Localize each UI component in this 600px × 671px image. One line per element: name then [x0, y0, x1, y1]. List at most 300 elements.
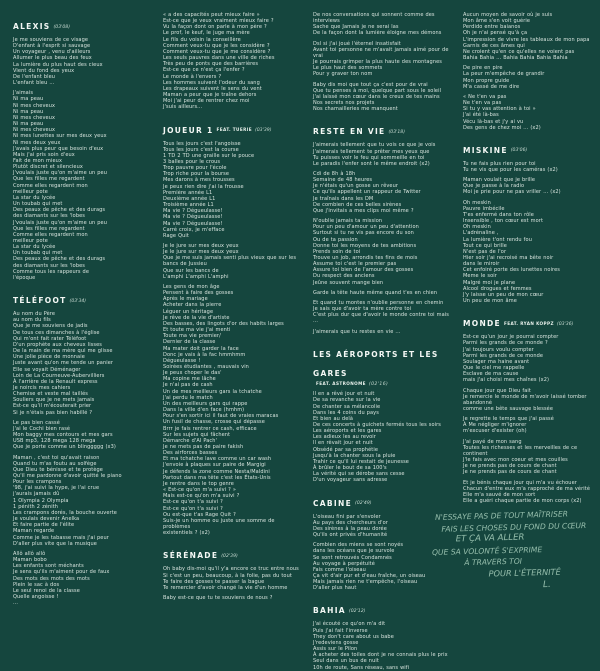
lyrics-line: Mon propre guide: [463, 77, 510, 84]
lyrics-line: Les hommes suivent l'odeur du sang: [163, 79, 260, 86]
lyrics-line: De tous ces dimanches à l'église: [13, 329, 100, 336]
handwritten-line: ET ÇA VA ALLER: [455, 532, 525, 544]
lyrics-line: J'ai le Cochi bien rasé: [13, 425, 71, 432]
stanza: [163, 12, 299, 111]
lyrics-line: Semaine de 48 heures: [313, 177, 373, 184]
song-title: MONDE: [463, 319, 501, 329]
song-heading: [313, 598, 449, 617]
lyrics-line: Très peu de ponts que des barrières: [163, 61, 259, 68]
lyrics-line: Obsédé par sa prophétie: [313, 446, 378, 453]
lyrics-line: Vu la façon dont on parle à mon père ?: [163, 24, 267, 31]
lyrics-line: Démarche d'Al Pach': [163, 437, 217, 444]
lyrics-line: Et bien au delà: [313, 415, 354, 422]
lyrics-line: L'amphi L'amphi L'amphi: [163, 273, 229, 280]
lyrics-line: Un des meilleurs gars qui rappe: [163, 400, 248, 407]
lyrics-line: Ma vie ? Dégueulasse!: [163, 208, 223, 215]
lyrics-line: J'ai perdu le match: [163, 394, 213, 401]
lyrics-line: À brûler le bout de sa 100's: [313, 465, 387, 472]
song-heading: [13, 288, 149, 307]
lyrics-line: Que tu penses à moi, quelque part sous le soleil: [313, 87, 442, 94]
lyrics-line: Mais jamais rien ne t'empêche, l'oiseau: [313, 579, 418, 586]
stanza: [313, 82, 449, 113]
lyrics-line: Maman , c'est toi qu'avait raison: [13, 454, 100, 461]
lyrics-line: Quelle angoisse !: [13, 593, 59, 600]
lyrics-line: Des airforces basses: [163, 450, 218, 457]
lyrics-line: Tu ne vis que pour les caméras (x2): [463, 166, 558, 173]
handwritten-line: FAIS LES CHOSES DU FOND DU CŒUR: [441, 519, 587, 533]
lyrics-line: La peur m'empêche de grandir: [463, 71, 545, 78]
lyrics-line: De combien de ces belles sirènes: [313, 201, 402, 208]
lyrics-line: Je n'étais qu'un gosse un rêveur: [313, 183, 399, 190]
song-feat-credit: FEAT. ASTRONOME: [316, 380, 366, 386]
lyrics-line: Pour y graver ton nom: [313, 71, 373, 78]
stanza: [463, 65, 599, 90]
stanza: [313, 391, 449, 483]
lyrics-line: Rage Quit: [163, 232, 189, 239]
lyrics-line: Aucun moyen de savoir où je suis: [463, 12, 553, 18]
stanza: [463, 161, 599, 173]
lyrics-line: La vérité qui se dérobe sans cesse: [313, 471, 405, 478]
lyrics-line: De la façon dont la lumière éloigne mes démons: [313, 30, 442, 37]
lyrics-line: j'aurais jamais dû: [13, 491, 60, 498]
lyrics-line: Et je bénis chaque jour qui m'a vu échouer: [463, 479, 577, 486]
lyrics-line: Je n'ai pas de cash: [163, 382, 213, 389]
lyrics-line: Après le mariage: [163, 296, 208, 303]
lyrics-line: Baby est-ce que tu te souviens de nous ?: [163, 594, 273, 601]
stanza: [463, 94, 599, 131]
lyrics-line: Dernier de la classe: [163, 339, 216, 346]
lyrics-line: C'est plus dur que d'avoir le monde contre toi mais ...: [313, 312, 449, 325]
lyrics-line: Des peaux de pêche et des durags: [13, 256, 106, 263]
lyrics-line: Ma copine me lâche: [163, 376, 216, 383]
lyrics-line: Si c'est un peu, beaucoup, à la folie, pas du tout: [163, 572, 292, 579]
lyrics-line: Et faire partie de l'élite: [13, 522, 75, 529]
lyrics-line: Des gens de chez moi ... (x2): [463, 124, 541, 131]
lyrics-line: Je défends la zone comme Nesta/Maldini: [163, 468, 270, 475]
song-duration: (03'06): [510, 148, 528, 154]
song-title: MISKINE: [463, 145, 508, 155]
lyrics-line: Ce qu'ils appellent un rappeur de Twitter: [313, 189, 421, 196]
lyrics-line: Assume toi c'est le premier pas: [313, 261, 397, 268]
lyrics-line: De nos conversations qui sonnent comme des interviews: [313, 12, 435, 25]
lyrics-line: Allumer le plus beau des feux: [13, 55, 92, 62]
song-title: JOUEUR 1: [163, 125, 214, 135]
lyrics-line: Comme elles regardent mon: [13, 182, 88, 189]
lyrics-line: meilleur pote: [13, 188, 48, 195]
lyrics-line: J'ai laissé mon cœur dans le creux de tes mains: [313, 93, 440, 100]
lyrics-line: Vécu là-bas et j'y ai vu: [463, 118, 524, 125]
lyrics-line: Une jolie pièce de monnaie: [13, 354, 85, 361]
lyrics-line: Je rêve de la vie d'artiste: [163, 314, 230, 321]
lyrics-line: Acheter dans la pierre: [163, 302, 222, 309]
lyrics-line: 1 TD 2 TD une graille sur le pouce: [163, 152, 255, 159]
lyrics-line: Toutes les richesses et les merveilles de ce continent: [463, 444, 578, 457]
stanza: [463, 480, 599, 505]
stanza: [463, 416, 599, 434]
song-heading: [163, 543, 299, 562]
lyrics-line: dans le miroir: [463, 261, 500, 268]
lyrics-line: Soulager ma haine avant: [463, 358, 530, 365]
lyrics-line: Ni mes lunettes sur mes deux yeux: [13, 133, 107, 140]
lyrics-line: Souliers que je ne mets jamais: [13, 397, 95, 404]
lyrics-line: Que les filles me regardent: [13, 225, 85, 232]
lyrics-line: Est-ce qu'on t'a suivi ?: [163, 499, 223, 506]
lyrics-line: Baby dis moi que tout ça c'est pour de vrai: [313, 81, 428, 88]
lyrics-line: Donc je vais à la fac hmmhmm: [163, 351, 246, 358]
stanza: [163, 566, 299, 591]
song-title: LES AÉROPORTS ET LES GARES: [313, 349, 439, 378]
stanza: [313, 41, 449, 78]
lyrics-line: Elle se voyait Déménager: [13, 366, 81, 373]
song-duration: (03'36): [556, 321, 574, 327]
lyrics-line: Ne t'en va pas: [463, 100, 502, 107]
lyrics-line: Les drapeaux suivent le sens du vent: [163, 85, 262, 92]
lyrics-line: Suis-je un homme ou juste une somme de problèmes: [163, 517, 275, 531]
lyrics-line: l'époque: [13, 274, 36, 281]
lyrics-line: Un voyageur , venu d'ailleurs: [13, 49, 91, 56]
lyrics-line: Mes darons à mes trousses: [163, 177, 235, 184]
lyrics-line: Avant toi personne ne m'avait jamais aimé pour de vrai: [313, 46, 449, 59]
lyrics-line: Est-ce que je veux vraiment mieux faire ?: [163, 18, 274, 25]
lyrics-line: 3 balles pour le crous: [163, 158, 221, 165]
lyrics-line: Moi je prie pour ne pas vriller ... (x2): [463, 189, 561, 196]
lyrics-line: J'avais plus peur que besoin d'eux: [13, 145, 104, 152]
lyrics-line: Tu puisses voir le feu qui sommeille en toi: [313, 154, 425, 161]
lyrics-line: Soirées étudiantes , mauvais vin: [163, 363, 249, 370]
lyrics-line: Maman bobo: [13, 557, 47, 564]
lyrics-line: m'excuser d'exister (oh): [463, 428, 527, 435]
lyrics-line: 10h de route, Sans réseau, sans wifi: [313, 664, 410, 671]
lyrics-line: They don't care about us babe: [313, 633, 394, 640]
lyrics-line: des diamants sur les 'lobes: [13, 213, 85, 220]
lyrics-line: Ni ma peau: [13, 96, 44, 103]
stanza: [463, 439, 599, 476]
lyrics-line: De sa revanche sur la vie: [313, 397, 381, 404]
stanza: [163, 595, 299, 601]
lyrics-line: Assure toi bien de l'amour des gosses: [313, 267, 414, 274]
handwritten-line: N'ESSAYE PAS DE TOUT MAÎTRISER: [434, 508, 569, 522]
lyrics-line: Qui m'ont fait rater Téléfoot: [13, 335, 87, 342]
lyrics-line: J'voulais juste qu'on m'aime un peu: [13, 170, 107, 177]
lyrics-line: Je rentre dans le top genre: [163, 480, 234, 487]
lyrics-line: Deuxième année L1: [163, 195, 216, 202]
lyrics-line: Mais est-ce qu'on m'a suivi ?: [163, 493, 240, 500]
song-title: CABINE: [313, 498, 353, 508]
lyrics-line: Le paradis l'enfer sont le même endroit (x2): [313, 160, 430, 167]
song-title: ALEXIS: [13, 22, 51, 31]
lyrics-line: Ni ma peau: [13, 121, 44, 128]
lyrics-line: Trop pauvre pour l'école: [163, 165, 227, 172]
lyrics-line: J'redeviens gosse: [313, 639, 359, 646]
lyrics-line: Elle m'a sauvé de mon sort: [463, 491, 536, 498]
lyrics-line: Que je porte comme un blinggggg (x3): [13, 444, 116, 451]
lyrics-line: Les gens de mon âge: [163, 283, 220, 290]
lyrics-line: Un fusil de chasse, crosse qui dépasse: [163, 419, 265, 426]
lyrics-line: Ne croient qu'en ce qu'elles ne voient pas: [463, 48, 575, 55]
lyrics-line: Maman voulait que je brille: [463, 177, 536, 184]
song-heading: [463, 138, 599, 157]
lyrics-line: La lumière du plus haut des cieux: [13, 61, 103, 68]
lyrics-line: N'est pas de l'or: [463, 248, 507, 255]
lyrics-line: Toute ma vie premier/: [163, 333, 221, 340]
lyrics-line: Je sais que d'avoir ta mère contre toi: [313, 306, 412, 313]
lyrics-line: Un toubab qui met: [13, 201, 63, 208]
lyrics-line: Au pays des chercheurs d'or: [313, 519, 388, 526]
lyrics-line: Oh meskin: [463, 199, 491, 206]
lyrics-line: Du respect des anciens: [313, 273, 375, 280]
lyrics-line: Qu'il me pardonne d'avoir quitté le piano: [13, 473, 122, 479]
lyrics-line: Et toute ma vie j'ai menti: [163, 327, 231, 334]
lyrics-line: Je peux choper le das': [163, 370, 222, 377]
lyrics-line: Il en a rêvé jour et nuit: [313, 391, 375, 398]
stanza: [13, 37, 149, 86]
lyrics-line: Trahir ce qu'il lui restait de jeunesse: [313, 458, 409, 465]
lyrics-line: Que Dieu te bénisse et te protège: [13, 466, 103, 473]
lyrics-line: Je noircis mes cahiers: [13, 384, 71, 391]
lyrics-line: De la main de ma mère qui me glisse: [13, 348, 113, 355]
lyrics-line: Garnis de ces âmes qui: [463, 42, 525, 49]
song-feat-credit: FEAT. RYAN KOPPZ: [503, 320, 554, 326]
stanza: [313, 300, 449, 325]
lyrics-line: Léguer un héritage: [163, 308, 214, 315]
stanza: [163, 284, 299, 536]
lyrics-line: Des mots des mots des mots: [13, 575, 90, 582]
lyrics-line: Prends soin de toi: [313, 248, 361, 255]
song-heading: [313, 342, 449, 388]
lyrics-line: Maman regarde: [13, 528, 55, 535]
stanza: [313, 329, 449, 335]
lyrics-line: L'oiseau fini par s'envoler: [313, 513, 381, 520]
lyrics-line: Et quand tu montes n'oublie personne en chemin: [313, 299, 444, 306]
lyrics-line: Que je me suis jamais senti plus vieux que sur les bancs de Jussieu: [163, 255, 297, 268]
song-feat-credit: FEAT. TUERIE: [216, 127, 252, 132]
lyrics-line: Comme je les tabasse mais j'ai peur: [13, 534, 109, 541]
lyrics-line: au nom du fils: [13, 317, 51, 324]
stanza: [313, 621, 449, 670]
lyrics-line: mais j'ai choisi mes chaînes (x2): [463, 377, 550, 384]
lyrics-line: Comme tous les rappeurs de: [13, 268, 90, 275]
lyrics-line: J'suis ailleurs...: [163, 104, 203, 111]
stanza: [463, 177, 599, 195]
lyrics-line: Mon baggy mes contours et mes gars: [13, 432, 113, 439]
stanza: [313, 290, 449, 296]
lyrics-line: Le plus haut des sommets: [313, 65, 383, 72]
lyrics-line: Que le ciel me rappelle: [463, 365, 525, 372]
lyrics-line: Est-ce qu'un jour je pourrai compter: [463, 334, 559, 341]
lyrics-line: Je me souviens de ce visage: [13, 37, 89, 43]
lyrics-line: Oh baby dis-moi qu'il y'a encore ce truc entre nous: [163, 566, 299, 573]
lyrics-line: Je le jure sur mes deux yeux: [163, 249, 239, 256]
lyrics-line: Ma vie ? Dégueulasse!: [163, 214, 223, 221]
lyrics-line: Je le jure sur mes deux yeux: [163, 243, 239, 249]
lyrics-line: Comment veux-tu que je me considère ?: [163, 48, 271, 55]
lyrics-line: La lumière t'ont rendu fou: [463, 236, 532, 243]
lyrics-line: Je remercie le monde de m'avoir laissé tomber: [463, 393, 587, 400]
lyrics-line: Dans les 4 coins du pays: [313, 409, 379, 416]
lyrics-line: Esclave de ma cause: [463, 371, 519, 378]
lyrics-line: abandonné: [463, 399, 493, 406]
lyrics-line: Les aéroports et les gares: [313, 428, 382, 435]
lyrics-line: 1 pénith 2 zénith: [13, 503, 59, 510]
lyrics-line: J'y laisse un peu de mon cœur: [463, 291, 544, 298]
song-duration: (03'08): [53, 24, 71, 30]
lyrics-line: D'aller plus vite que la musique: [13, 540, 97, 547]
lyrics-line: Te remercier d'avoir changé la vie d'un homme: [163, 584, 288, 591]
lyrics-line: Je pourrais grimper la plus haute des montagnes: [313, 59, 442, 66]
lyrics-line: Ni mes deux yeux: [13, 139, 61, 146]
song-duration: (03'39): [254, 128, 272, 133]
lyrics-line: J'ai toujours voulu compter: [463, 346, 534, 353]
lyrics-line: Le pas bien cassé: [13, 419, 60, 426]
lyrics-line: L'impression de vivre les tableaux de mon papa: [463, 36, 590, 43]
lyrics-line: Tout ce qui brille: [463, 242, 507, 249]
lyrics-line: comme une bête sauvage blessée: [463, 405, 553, 412]
lyrics-line: J'aimerais que tu restes en vie ...: [313, 328, 401, 335]
song-duration: (02'12): [348, 608, 366, 614]
lyrics-line: Ça vit d'air pur et d'eau fraîche, un oiseau: [313, 572, 426, 579]
lyrics-line: des diamants sur les 'lobes: [13, 262, 85, 269]
lyrics-line: Vient du fond des yeux: [13, 67, 75, 74]
lyrics-line: Surtout si tu ne vis pas encore du son: [313, 230, 414, 237]
lyrics-line: Allô allô allô: [13, 550, 46, 557]
lyrics-line: Première année L1: [163, 189, 213, 196]
lyrics-line: Juste avant qu'on me tende un panier: [13, 360, 114, 367]
lyrics-line: Alcool drogues et femmes: [463, 285, 532, 292]
lyrics-line: Ou de ta passion: [313, 236, 358, 243]
lyrics-line: Jusqu'à la chanter sous la pluie: [313, 452, 396, 459]
lyrics-line: Plein le sac à dos: [13, 581, 60, 588]
lyrics-line: Cdi de 8h à 18h: [313, 170, 356, 177]
lyrics-line: De pire en pire: [463, 65, 503, 72]
lyrics-line: Si tu y vas attention à toi »: [463, 106, 536, 113]
lyrics-line: D'un voyageur sans adresse: [313, 477, 388, 484]
handwritten-line: À TRAVERS TOI: [464, 556, 523, 567]
lyrics-line: Pour un peu d'amour un peu d'attention: [313, 224, 419, 231]
lyrics-line: Trouve un job, arrondis tes fins de mois: [313, 255, 418, 261]
lyrics-line: Cet enfoiré porte des lunettes noires: [463, 267, 560, 274]
lyrics-line: Ou est-que t'as Rage Quit ?: [163, 511, 236, 518]
lyrics-line: Des peaux de pêche et des durags: [13, 207, 106, 214]
lyrics-line: Malgré moi je plane: [463, 279, 516, 286]
lyrics-line: Les crampons dorés, la bouche ouverte: [13, 509, 117, 516]
stanza: [463, 388, 599, 413]
lyrics-line: M'a cassé de me dire: [463, 83, 520, 90]
lyrics-line: L'enfant bleu ...: [13, 80, 55, 87]
lyrics-line: Chaque jour que Dieu fait: [463, 387, 531, 394]
lyrics-line: Plutôt discret et silencieux: [13, 164, 83, 171]
song-duration: (02'39): [221, 553, 238, 559]
lyrics-line: Que les filles me regardent: [13, 176, 85, 183]
lyrics-line: Un toubab qui met: [13, 250, 63, 257]
lyrics-line: Je regrette le temps que j'ai passé: [463, 416, 554, 423]
lyrics-line: Chemise et veste mal taillés: [13, 391, 88, 398]
lyrics-line: Te faire des gosses te passer la bague: [163, 578, 265, 585]
lyrics-line: J'voulais juste qu'on m'aime un peu: [13, 219, 107, 226]
song-heading: [313, 119, 449, 138]
lyrics-line: Carré croix, je m'efface: [163, 226, 225, 233]
stanza: [13, 551, 149, 606]
lyrics-line: Seul dans un bus de nuit: [313, 658, 379, 665]
lyrics-line: meilleur pote: [13, 238, 48, 244]
lyrics-line: Loin de La Courneuve-Aubervilliers: [13, 372, 105, 379]
lyrics-line: Moi j'ai peur de rentrer chez moi: [163, 98, 250, 105]
lyrics-line: « Est-ce qu'on m'a suivi ? »: [163, 487, 237, 494]
lyrics-line: Pour s'en sortir ici il faut de vraies maracas: [163, 413, 279, 420]
song-heading: [463, 311, 599, 330]
lyrics-line: Parmi les grands de ce monde ?: [463, 340, 548, 347]
stanza: [13, 311, 149, 416]
song-title: RESTE EN VIE: [313, 127, 386, 137]
lyrics-line: Puis j'ai fait l'inverse: [313, 627, 368, 634]
lyrics-line: Tous les jours c'est la course: [163, 146, 239, 153]
lyrics-line: Pauvre imbécile: [463, 205, 505, 212]
lyrics-line: Il en rêvait jour et nuit: [313, 440, 373, 447]
lyrics-line: Au nom du Père: [13, 311, 56, 318]
song-feat-line: [313, 381, 449, 388]
lyrics-line: Troisième année L1: [163, 202, 214, 209]
lyrics-line: Que j'invitais a mes clips moi même ?: [313, 207, 414, 214]
lyrics-line: Oh meskin: [463, 224, 491, 231]
lyrics-line: Des sirènes à la peau dorée: [313, 525, 387, 532]
lyrics-line: La star du lycée: [13, 194, 56, 201]
lyrics-line: Je peux rien dire j'ai la frousse: [163, 183, 244, 190]
lyrics-line: D'aller plus haut: [313, 585, 357, 592]
lyrics-line: Brrr je fais rentrer ce cash, efficace: [163, 425, 257, 432]
lyrics-line: Meme le soir: [463, 273, 497, 280]
handwritten-line: POUR L'ÉTERNITÉ: [488, 565, 561, 578]
lyrics-line: Parmi les grands de ce monde: [463, 352, 544, 359]
lyrics-line: Elle a guéri chaque partie de mon corps (x2): [463, 498, 582, 504]
lyrics-line: Sur les sujets qui fâchent: [163, 431, 231, 438]
lyrics-line: Tu ne fais plus rien pour toi: [463, 160, 536, 167]
lyrics-line: Les enfants sont méchants: [13, 563, 84, 570]
song-title: SÉRÉNADE: [163, 551, 219, 561]
lyrics-line: Est-ce qu'on t'a suivi ?: [163, 505, 223, 512]
song-duration: (03'18): [388, 129, 406, 135]
lyrics-line: J'aimais: [13, 90, 34, 97]
lyrics-line: J'aimerais tellement te prêter mes yeux que: [313, 148, 430, 155]
lyrics-line: Que sur les bancs de: [163, 267, 219, 274]
lyrics-line: Qu'ils ont privés d'humanité: [313, 532, 388, 539]
lyrics-line: USB mp3, 128 mega 128 mega: [13, 438, 96, 445]
lyrics-line: « a des capacités peut mieux faire »: [163, 12, 260, 18]
song-duration: (02'16): [368, 381, 389, 387]
lyrics-line: Dégueulasse !: [163, 357, 201, 364]
lyrics-line: Maman a peur que je traîne dehors: [163, 92, 257, 99]
lyrics-line: Bahia Bahia ... Bahia Bahia Bahia Bahia: [463, 55, 568, 62]
lyrics-line: Je voulais devenir Anelka: [13, 516, 80, 523]
lyrics-line: Chacun d'entre eux m'a rapproché de ma vérité: [463, 485, 590, 492]
lyrics-line: Ma mater doit garder la face: [163, 345, 239, 352]
lyrics-column-1: [13, 12, 149, 607]
lyrics-line: Pour les crampons: [13, 479, 62, 486]
song-duration: (03'34): [69, 298, 87, 304]
lyrics-line: Au voyage à perpétuité: [313, 560, 375, 567]
lyrics-line: Hier soir j'ai recroisé ma bête noir: [463, 255, 554, 261]
lyrics-line: Insensible , ton cœur est mort: [463, 218, 544, 225]
lyrics-line: Que je passe à la radio: [463, 183, 525, 190]
lyrics-line: Perdido entre baianos: [463, 24, 521, 31]
lyrics-line: Jeûne souvent mange bien: [313, 279, 384, 286]
lyrics-line: Quand tu m'as foutu au solfège: [13, 460, 97, 467]
lyrics-line: Un peu de mon âme: [463, 298, 517, 305]
lyrics-line: À Me négliger m'ignorer: [463, 422, 527, 429]
lyrics-line: De l'enfant bleu: [13, 73, 56, 80]
stanza: [13, 455, 149, 547]
stanza: [313, 171, 449, 214]
lyrics-line: De chanter sa mélancolie: [313, 403, 381, 410]
lyrics-line: Le fils du voisin la conseillère: [163, 36, 241, 43]
